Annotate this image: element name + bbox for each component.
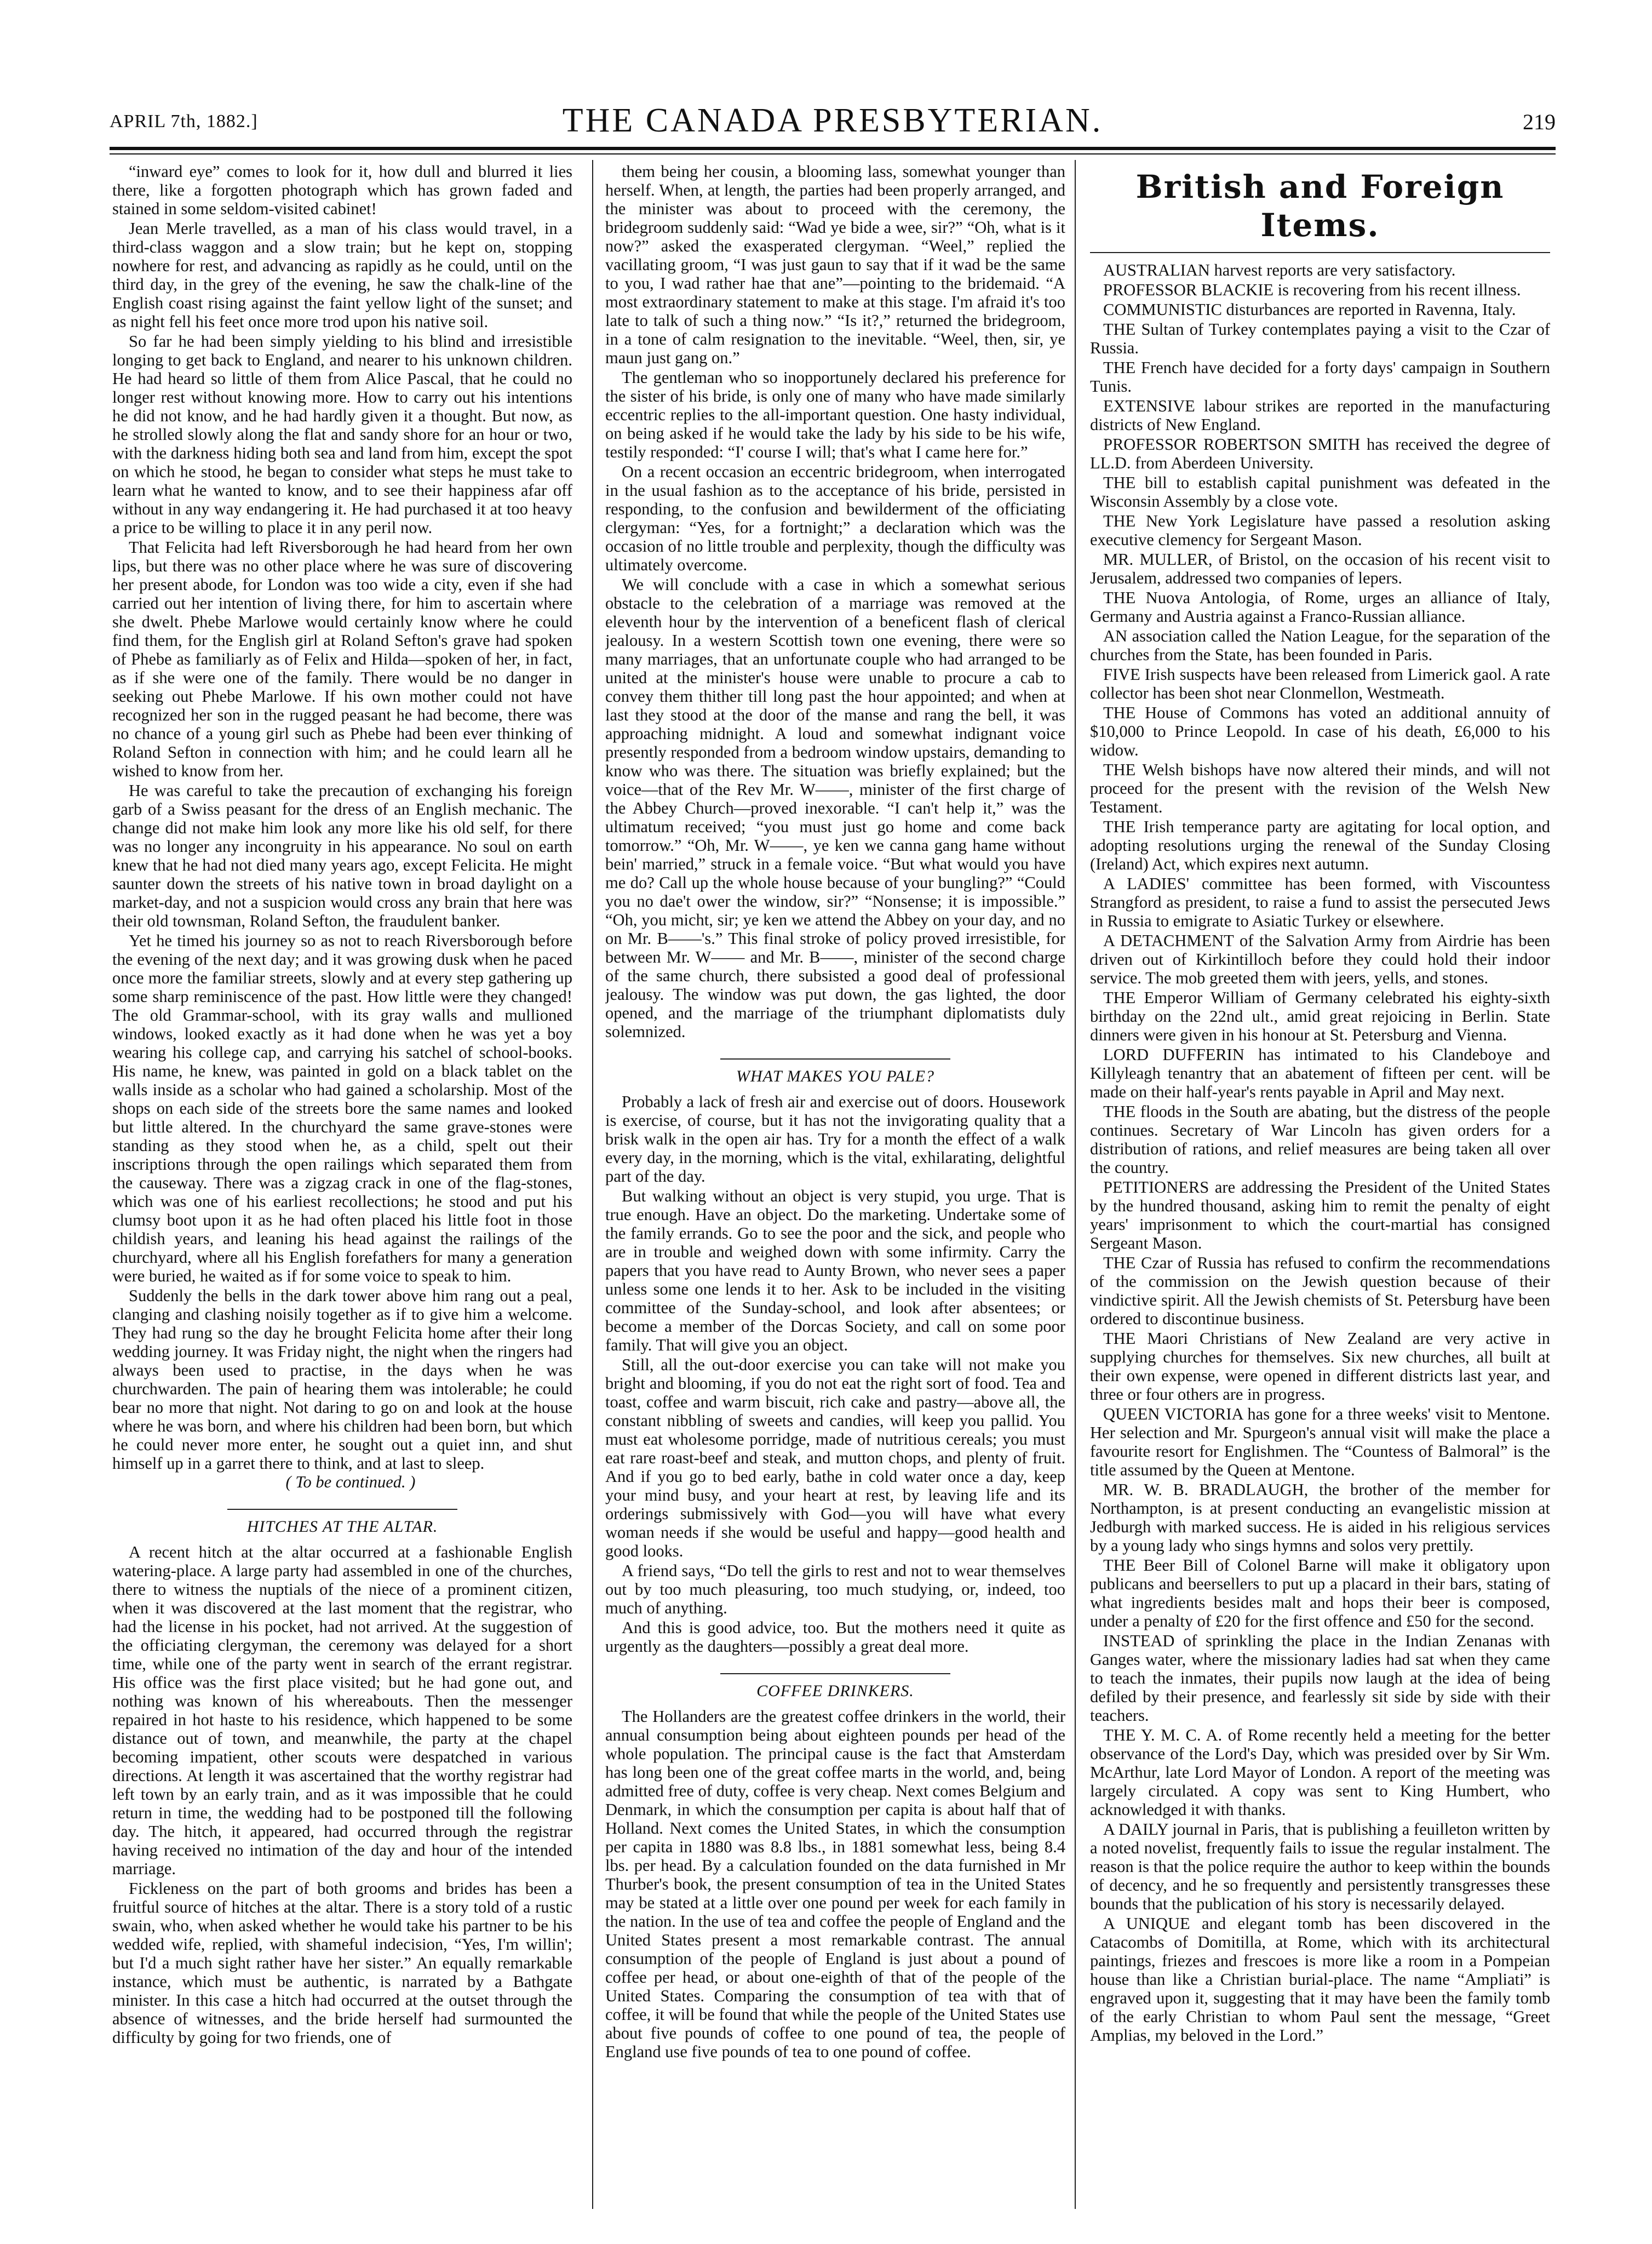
article-paragraph: But walking without an object is very stupid, you urge. That is true enough. Have an object. Do the marketing. Undertake some of the family errands. Go to see the poor and the sick, and people who are in trouble and weighed down with some infirmity. Carry the papers that you have read to Aunty Brown, who never sees a paper unless some one lends it to her. Ask to be included in the visiting committee of the Sunday-school, and look after absentees; or become a member of the Dorcas Society, and call on some poor family. That will give you an object. xyxy=(605,1187,1065,1354)
news-item: THE bill to establish capital punishment was defeated in the Wisconsin Assembly by a close vote. xyxy=(1090,473,1550,511)
article-paragraph: The gentleman who so inopportunely declared his preference for the sister of his bride, is only one of many who have made similarly eccentric replies to the all-important question. One hasty individual, on being asked if he would take the lady by his side to be his wife, testily responded: “I' course I will; that's what I came here for.” xyxy=(605,368,1065,461)
news-item: COMMUNISTIC disturbances are reported in Ravenna, Italy. xyxy=(1103,300,1516,319)
article-paragraph: The Hollanders are the greatest coffee drinkers in the world, their annual consumption being about eighteen pounds per head of the whole population. The principal cause is the fact that Amsterdam has long been one of the great coffee marts in the world, and, being admitted free of duty, coffee is very cheap. Next comes Belgium and Denmark, in which the consumption per capita is about half that of Holland. Next comes the United States, in which the consumption per capita in 1880 was 8.8 lbs., in 1881 somewhat less, being 8.4 lbs. per head. By a calculation founded on the data furnished in Mr Thurber's book, the present consumption of tea in the United States may be stated at a little over one pound per week for each family in the nation. In the use of tea and coffee the people of England and the United States present a most remarkable contrast. The annual consumption of the people of England is just about a pound of coffee per head, or about one-eighth of that of the people of the United States. Comparing the consumption of tea with that of coffee, it will be found that while the people of the United States use about five pounds of coffee to one pound of tea, the people of England use five pounds of tea to one pound of coffee. xyxy=(605,1707,1065,2061)
column-divider xyxy=(1075,160,1076,2209)
news-item: FIVE Irish suspects have been released from Limerick gaol. A rate collector has been shot near Clonmellon, Westmeath. xyxy=(1090,665,1550,702)
news-item: THE floods in the South are abating, but the distress of the people continues. Secretary of War Lincoln has given orders for a distribution of rations, and relief measures are being taken all over the country. xyxy=(1090,1102,1550,1177)
news-item: PROFESSOR BLACKIE is recovering from his recent illness. xyxy=(1103,280,1521,299)
news-item: THE House of Commons has voted an additional annuity of $10,000 to Prince Leopold. In case of his death, £6,000 to his widow. xyxy=(1090,703,1550,759)
news-item: THE Y. M. C. A. of Rome recently held a meeting for the better observance of the Lord's Day, which was presided over by Sir Wm. McArthur, late Lord Mayor of London. A report of the meeting was largely circulated. A copy was sent to King Humbert, who acknowledged it with thanks. xyxy=(1090,1726,1550,1819)
story-paragraph: Suddenly the bells in the dark tower above him rang out a peal, clanging and clashing noisily together as if to give him a welcome. They had rung so the day he brought Felicita home after their long wedding journey. It was Friday night, the night when the ringers had always been used to practise, in the days when he was churchwarden. The pain of hearing them was intolerable; he could bear no more that night. Not daring to go on and look at the house where he was born, and where his children had been born, but which he could never more enter, he sought out a quiet inn, and shut himself up in a garret there to think, and at last to sleep. xyxy=(112,1286,572,1473)
section-heading xyxy=(605,1670,1065,1701)
news-item: THE Welsh bishops have now altered their minds, and will not proceed for the present with the revision of the Welsh New Testament. xyxy=(1090,760,1550,816)
section-heading xyxy=(605,1055,1065,1086)
article-paragraph: A friend says, “Do tell the girls to rest and not to wear themselves out by too much pleasuring, too much studying, or, indeed, too much of anything. xyxy=(605,1561,1065,1617)
news-item: EXTENSIVE labour strikes are reported in the manufacturing districts of New England. xyxy=(1090,397,1550,434)
news-item: MR. W. B. BRADLAUGH, the brother of the member for Northampton, is at present conducting an evangelistic mission at Jedburgh with marked success. He is aided in his religious services by a young lady who sings hymns and solos very prettily. xyxy=(1090,1480,1550,1555)
story-paragraph: He was careful to take the precaution of exchanging his foreign garb of a Swiss peasant for the dress of an English mechanic. The change did not make him look any more like his old self, for there was no longer any incongruity in his appearance. No soul on earth knew that he had not died many years ago, except Felicita. He might saunter down the streets of his native town in broad daylight on a market-day, and not a suspicion would cross any brain that here was their old townsman, Roland Sefton, the fraudulent banker. xyxy=(112,781,572,930)
article-paragraph: them being her cousin, a blooming lass, somewhat younger than herself. When, at length, the parties had been properly arranged, and the minister was about to proceed with the ceremony, the bridegroom suddenly said: “Wad ye bide a wee, sir?” “Oh, what is it now?” asked the exasperated clergyman. “Weel,” replied the vacillating groom, “I was just gaun to say that if it wad be the same to you, I wad rather hae that ane”—pointing to the bridemaid. “A most extraordinary statement to make at this stage. I'm afraid it's too late to talk of such a thing now.” “Is it?,” returned the bridegroom, in a tone of calm resignation to the inevitable. “Weel, then, sir, ye maun just gang on.” xyxy=(605,162,1065,367)
story-paragraph: That Felicita had left Riversborough he had heard from her own lips, but there was no other place where he was sure of discovering her present abode, for London was too wide a city, even if she had carried out her intention of living there, for him to ascertain where she dwelt. Phebe Marlowe would certainly know where he could find them, for the English girl at Roland Sefton's grave had spoken of Phebe as familiarly as of Felix and Hilda—spoken of her, in fact, as if she were one of the family. There would be no danger in seeking out Phebe Marlowe. If his own mother could not have recognized her son in the rugged peasant he had become, there was no chance of a young girl such as Phebe had been ever thinking of Roland Sefton in connection with him; and he could learn all he wished to know from her. xyxy=(112,538,572,780)
news-item: PETITIONERS are addressing the President of the United States by the hundred thousand, asking him to remit the penalty of eight years' imprisonment to which the court-martial has consigned Sergeant Mason. xyxy=(1090,1178,1550,1252)
news-item: INSTEAD of sprinkling the place in the Indian Zenanas with Ganges water, where the missionary ladies had sat when they came to teach the inmates, their pupils now laugh at the idea of being defiled by their presence, and fearlessly sit side by side with their teachers. xyxy=(1090,1632,1550,1725)
story-paragraph: So far he had been simply yielding to his blind and irresistible longing to get back to England, and nearer to his unknown children. He had heard so little of them from Alice Pascal, that he could no longer rest without knowing more. How to carry out his intentions he did not know, and he had hardly given it a thought. But now, as he strolled slowly along the flat and sandy shore for an hour or two, with the darkness hiding both sea and land from him, except the spot on which he stood, he began to consider what steps he must take to learn what he wanted to know, and to see their happiness afar off without in any way endangering it. He had purchased it at too heavy a price to be willing to place it in any peril now. xyxy=(112,332,572,537)
to-be-continued: ( To be continued. ) xyxy=(285,1473,416,1491)
news-item: THE French have decided for a forty days' campaign in Southern Tunis. xyxy=(1090,358,1550,396)
article-paragraph: On a recent occasion an eccentric bridegroom, when interrogated in the usual fashion as to the acceptance of his bride, persisted in responding, to the confusion and bewilderment of the officiating clergyman: “Yes, for a fortnight;” a declaration which was the occasion of no little trouble and perplexity, though the difficulty was ultimately overcome. xyxy=(605,462,1065,574)
column-2 xyxy=(605,162,1065,2211)
news-item: A DAILY journal in Paris, that is publishing a feuilleton written by a noted novelist, frequently fails to issue the regular instalment. The reason is that the police require the author to keep within the bounds of decency, and he so frequently and persistently transgresses these bounds that the publication of his story is necessarily delayed. xyxy=(1090,1820,1550,1913)
news-item: THE Beer Bill of Colonel Barne will make it obligatory upon publicans and beersellers to put up a placard in their bars, stating of what ingredients besides malt and hops their beer is composed, under a penalty of £20 for the first offence and £50 for the second. xyxy=(1090,1556,1550,1630)
section-title-pale: WHAT MAKES YOU PALE? xyxy=(736,1067,934,1085)
article-paragraph: Still, all the out-door exercise you can take will not make you bright and blooming, if you do not eat the right sort of food. Tea and toast, coffee and warm biscuit, rich cake and pastry—above all, the constant nibbling of sweets and candies, will keep you pallid. You must eat wholesome porridge, made of nutritious cereals; you must eat rare roast-beef and steak, and mutton chops, and plenty of fruit. And if you go to bed early, bathe in cold water once a day, keep your mind busy, and your heart at rest, by leaving life and its orderings submissively with God—you will have what every woman needs if she would be useful and happy—good health and good looks. xyxy=(605,1355,1065,1560)
article-paragraph: Probably a lack of fresh air and exercise out of doors. Housework is exercise, of course, but it has not the invigorating quality that a brisk walk in the open air has. Try for a month the effect of a walk every day, in the morning, which is the vital, exhilarating, delightful part of the day. xyxy=(605,1092,1065,1186)
article-paragraph: And this is good advice, too. But the mothers need it quite as urgently as the daughters—possibly a great deal more. xyxy=(605,1618,1065,1656)
section-title-coffee: COFFEE DRINKERS. xyxy=(756,1682,914,1700)
column-divider xyxy=(592,160,593,2209)
story-paragraph: “inward eye” comes to look for it, how dull and blurred it lies there, like a forgotten photograph which has grown faded and stained in some seldom-visited cabinet! xyxy=(112,162,572,218)
news-item: A DETACHMENT of the Salvation Army from Airdrie has been driven out of Kirkintilloch before they could hold their indoor service. The mob greeted them with jeers, yells, and stones. xyxy=(1090,931,1550,987)
column-1 xyxy=(112,162,572,2211)
news-item: LORD DUFFERIN has intimated to his Clandeboye and Killyleagh tenantry that an abatement of fifteen per cent. will be made on their half-year's rents payable in April and May next. xyxy=(1090,1045,1550,1101)
news-item: A LADIES' committee has been formed, with Viscountess Strangford as president, to raise a fund to assist the persecuted Jews in Russia to emigrate to Asiatic Turkey or elsewhere. xyxy=(1090,874,1550,930)
news-item: THE Irish temperance party are agitating for local option, and adopting resolutions urging the renewal of the Sunday Closing (Ireland) Act, which expires next autumn. xyxy=(1090,817,1550,873)
british-foreign-items-title: British and Foreign Items. xyxy=(1135,168,1505,244)
story-paragraph: Yet he timed his journey so as not to reach Riversborough before the evening of the next day; and it was growing dusk when he paced once more the familiar streets, slowly and at every step gathering up some sharp reminiscence of the past. How little were they changed! The old Grammar-school, with its gray walls and mullioned windows, looked exactly as it had done when he was yet a boy wearing his college cap, and carrying his satchel of school-books. His name, he knew, was painted in gold on a black tablet on the walls inside as a scholar who had gained a scholarship. Most of the shops on each side of the streets bore the same names and looked but little altered. In the churchyard the same grave-stones were standing as they stood when he, as a child, spelt out their inscriptions through the open railings which separated them from the causeway. There was a zigzag crack in one of the flag-stones, which was one of his earliest recollections; he stood and put his clumsy boot upon it as he had often placed his little foot in those childish years, and leaning his head against the railings of the churchyard, where all his English forefathers for many a generation were buried, he waited as if for some voice to speak to him. xyxy=(112,931,572,1285)
article-paragraph: We will conclude with a case in which a somewhat serious obstacle to the celebration of a marriage was removed at the eleventh hour by the intervention of a beneficent flash of clerical jealousy. In a western Scottish town one evening, there were so many marriages, that an unfortunate couple who had arranged to be united at the minister's house were unable to procure a cab to convey them thither till long past the hour appointed; and when at last they stood at the door of the manse and rang the bell, it was approaching midnight. A loud and somewhat indignant voice presently responded from a bedroom window upstairs, demanding to know who was there. The situation was briefly explained; but the voice—that of the Rev Mr. W——, minister of the first charge of the Abbey Church—proved inexorable. “I can't help it,” was the ultimatum received; “you must just go home and come back tomorrow.” “Oh, Mr. W——, ye ken we canna gang hame without bein' married,” struck in a female voice. “But what would you have me do? Call up the whole house because of your bungling?” “Could you no dae't ower the window, sir?” “Nonsense; it is impossible.” “Oh, you micht, sir; ye ken we attend the Abbey on your day, and no on Mr. B——'s.” This final stroke of policy proved irresistible, for between Mr. W—— and Mr. B——, minister of the second charge of the same church, there subsisted a good deal of professional jealousy. The window was put down, the gas lighted, the door opened, and the marriage of the triumphant diplomatists duly solemnized. xyxy=(605,575,1065,1041)
article-paragraph: A recent hitch at the altar occurred at a fashionable English watering-place. A large party had assembled in one of the churches, there to witness the nuptials of the niece of a prominent citizen, when it was discovered at the last moment that the registrar, who had the license in his pocket, had not arrived. At the suggestion of the officiating clergyman, the ceremony was delayed for a short time, while one of the party went in search of the errant registrar. His office was the first place visited; but he had gone out, and nothing was known of his whereabouts. Then the messenger repaired in hot haste to his residence, which happened to be some distance out of town, and meanwhile, the party at the chapel becoming impatient, other scouts were despatched in various directions. At length it was ascertained that the worthy registrar had left town by an early train, and as it was impossible that he could return in time, the wedding had to be postponed till the following day. The hitch, it appeared, had occurred through the registrar having received no intimation of the day and hour of the intended marriage. xyxy=(112,1543,572,1878)
news-item: THE New York Legislature have passed a resolution asking executive clemency for Sergeant Mason. xyxy=(1090,512,1550,549)
article-paragraph: Fickleness on the part of both grooms and brides has been a fruitful source of hitches at the altar. There is a story told of a rustic swain, who, when asked whether he would take his partner to be his wedded wife, replied, with shameful indecision, “Yes, I'm willin'; but I'd a much sight rather have her sister.” An equally remarkable instance, which must be authentic, is narrated by a Bathgate minister. In this case a hitch had occurred at the outset through the absence of witnesses, and the bride herself had surmounted the difficulty by going for two friends, one of xyxy=(112,1879,572,2047)
masthead: THE CANADA PRESBYTERIAN. xyxy=(562,102,1103,139)
news-item: A UNIQUE and elegant tomb has been discovered in the Catacombs of Domitilla, at Rome, which with its architectural paintings, friezes and frescoes is more like a room in a Pompeian house than like a Christian burial-place. The name “Ampliati” is engraved upon it, suggesting that it may have been the family tomb of the early Christian to whom Paul sent the message, “Greet Amplias, my beloved in the Lord.” xyxy=(1090,1914,1550,2045)
news-item: QUEEN VICTORIA has gone for a three weeks' visit to Mentone. Her selection and Mr. Spurgeon's annual visit will make the place a favourite resort for Englishmen. The “Countess of Balmoral” is the title assumed by the Queen at Mentone. xyxy=(1090,1405,1550,1479)
news-item: THE Sultan of Turkey contemplates paying a visit to the Czar of Russia. xyxy=(1090,320,1550,357)
news-item: THE Maori Christians of New Zealand are very active in supplying churches for themselves. Six new churches, all built at their own expense, were opened in different districts last year, and three or four others are in progress. xyxy=(1090,1329,1550,1404)
column-3 xyxy=(1090,162,1550,2211)
section-heading xyxy=(112,1505,572,1536)
title-rule xyxy=(1090,252,1550,253)
news-item: THE Emperor William of Germany celebrated his eighty-sixth birthday on the 22nd ult., amid great rejoicing in Berlin. State dinners were given in his honour at St. Petersburg and Vienna. xyxy=(1090,988,1550,1044)
story-paragraph: Jean Merle travelled, as a man of his class would travel, in a third-class waggon and a slow train; but he kept on, stopping nowhere for rest, and advancing as rapidly as he could, until on the third day, in the grey of the evening, he saw the chalk-line of the English coast rising against the faint yellow light of the sunset; and as night fell his feet once more trod upon his native soil. xyxy=(112,219,572,331)
page-header xyxy=(110,101,1556,140)
news-item: AUSTRALIAN harvest reports are very satisfactory. xyxy=(1103,261,1456,279)
news-item: THE Nuova Antologia, of Rome, urges an alliance of Italy, Germany and Austria against a Franco-Russian alliance. xyxy=(1090,588,1550,626)
news-item: MR. MULLER, of Bristol, on the occasion of his recent visit to Jerusalem, addressed two companies of lepers. xyxy=(1090,550,1550,587)
header-rule xyxy=(110,147,1556,150)
news-item: THE Czar of Russia has refused to confirm the recommendations of the commission on the Jewish question because of their vindictive spirit. All the Jewish chemists of St. Petersburg have been ordered to discontinue business. xyxy=(1090,1253,1550,1328)
issue-date: APRIL 7th, 1882.] xyxy=(110,111,258,131)
news-item: AN association called the Nation League, for the separation of the churches from the State, has been founded in Paris. xyxy=(1090,627,1550,664)
page-number: 219 xyxy=(1523,110,1556,134)
news-item: PROFESSOR ROBERTSON SMITH has received the degree of LL.D. from Aberdeen University. xyxy=(1090,435,1550,472)
section-title-hitches: HITCHES AT THE ALTAR. xyxy=(246,1518,438,1536)
header-rule-thin xyxy=(110,153,1556,154)
